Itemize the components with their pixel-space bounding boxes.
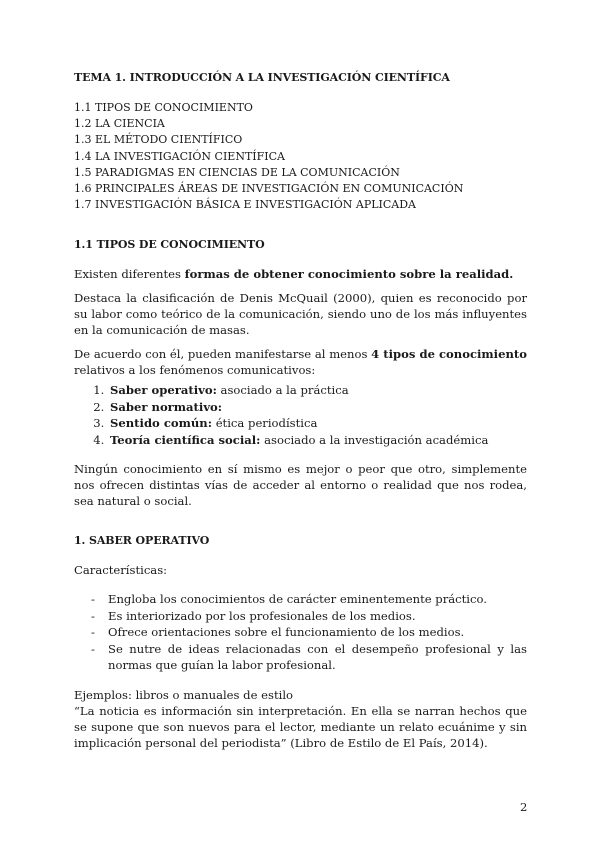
toc-item: 1.7 INVESTIGACIÓN BÁSICA E INVESTIGACIÓN APLICADA: [74, 198, 416, 212]
text-run: Existen diferentes: [74, 267, 185, 282]
bold-text: Saber operativo:: [110, 383, 217, 398]
section-heading: 1.1 TIPOS DE CONOCIMIENTO: [74, 238, 265, 252]
list-item: [92, 641, 527, 674]
characteristics-list: [74, 591, 527, 674]
text-run: Ofrece orientaciones sobre el funcionamiento de los medios.: [108, 625, 465, 640]
list-item: [92, 608, 527, 625]
text-run: ética periodística: [212, 416, 318, 431]
paragraph: Destaca la clasificación de Denis McQuail (2000), quien es reconocido por su labor como teórico de la comunicación, siendo uno de los más influyentes en la comunicación de masas.: [74, 291, 527, 338]
caracteristicas-label: Características:: [74, 563, 168, 578]
dash-bullet: -: [91, 608, 95, 623]
dash-bullet: -: [91, 592, 95, 607]
text-run: De acuerdo con él, pueden manifestarse al menos: [74, 347, 372, 362]
knowledge-types-list: [74, 382, 527, 448]
toc-item: 1.1 TIPOS DE CONOCIMIENTO: [74, 101, 253, 114]
toc-item: 1.2 LA CIENCIA: [74, 117, 165, 131]
dash-bullet: -: [91, 641, 95, 656]
page-number: 2: [520, 800, 528, 814]
toc-item: 1.4 LA INVESTIGACIÓN CIENTÍFICA: [74, 149, 285, 163]
text-run: asociado a la investigación académica: [260, 432, 489, 447]
toc-item: 1.3 EL MÉTODO CIENTÍFICO: [74, 133, 243, 147]
list-item: [92, 624, 527, 641]
text-run: asociado a la práctica: [216, 383, 349, 398]
bold-text: 4 tipos de conocimiento: [371, 347, 527, 362]
quote-paragraph: “La noticia es información sin interpretación. En ella se narran hechos que se supone que son nuevos para el lector, mediante un relato ecuánime y sin implicación personal del periodista” (Libro de Estilo de El País, 2014).: [74, 703, 527, 750]
list-item: [108, 415, 527, 432]
text-run: relativos a los fenómenos comunicativos:: [74, 363, 316, 378]
text-run: Engloba los conocimientos de carácter eminentemente práctico.: [108, 592, 487, 607]
bold-text: Sentido común:: [110, 416, 213, 431]
bold-text: formas de obtener conocimiento sobre la realidad.: [184, 267, 514, 282]
list-item: [108, 432, 527, 449]
table-of-contents: [74, 100, 527, 213]
document-page: [74, 70, 527, 751]
section-heading: 1. SABER OPERATIVO: [74, 534, 210, 548]
text-run: Es interiorizado por los profesionales de los medios.: [108, 608, 416, 623]
list-item: [108, 382, 527, 399]
ejemplos-line: Ejemplos: libros o manuales de estilo: [74, 687, 294, 702]
text-run: Se nutre de ideas relacionadas con el desempeño profesional y las normas que guían la labor profesional.: [108, 641, 527, 673]
paragraph: [74, 266, 527, 282]
paragraph: [74, 346, 527, 378]
dash-bullet: -: [91, 625, 95, 640]
list-item: [108, 399, 527, 416]
page-title: TEMA 1. INTRODUCCIÓN A LA INVESTIGACIÓN CIENTÍFICA: [74, 71, 450, 84]
paragraph: Ningún conocimiento en sí mismo es mejor o peor que otro, simplemente nos ofrecen distintas vías de acceder al entorno o realidad que nos rodea, sea natural o social.: [74, 462, 527, 509]
toc-item: 1.5 PARADIGMAS EN CIENCIAS DE LA COMUNICACIÓN: [74, 165, 400, 179]
toc-item: 1.6 PRINCIPALES ÁREAS DE INVESTIGACIÓN EN COMUNICACIÓN: [74, 182, 464, 196]
bold-text: Teoría científica social:: [110, 432, 261, 447]
list-item: [92, 591, 527, 608]
bold-text: Saber normativo:: [110, 399, 223, 414]
